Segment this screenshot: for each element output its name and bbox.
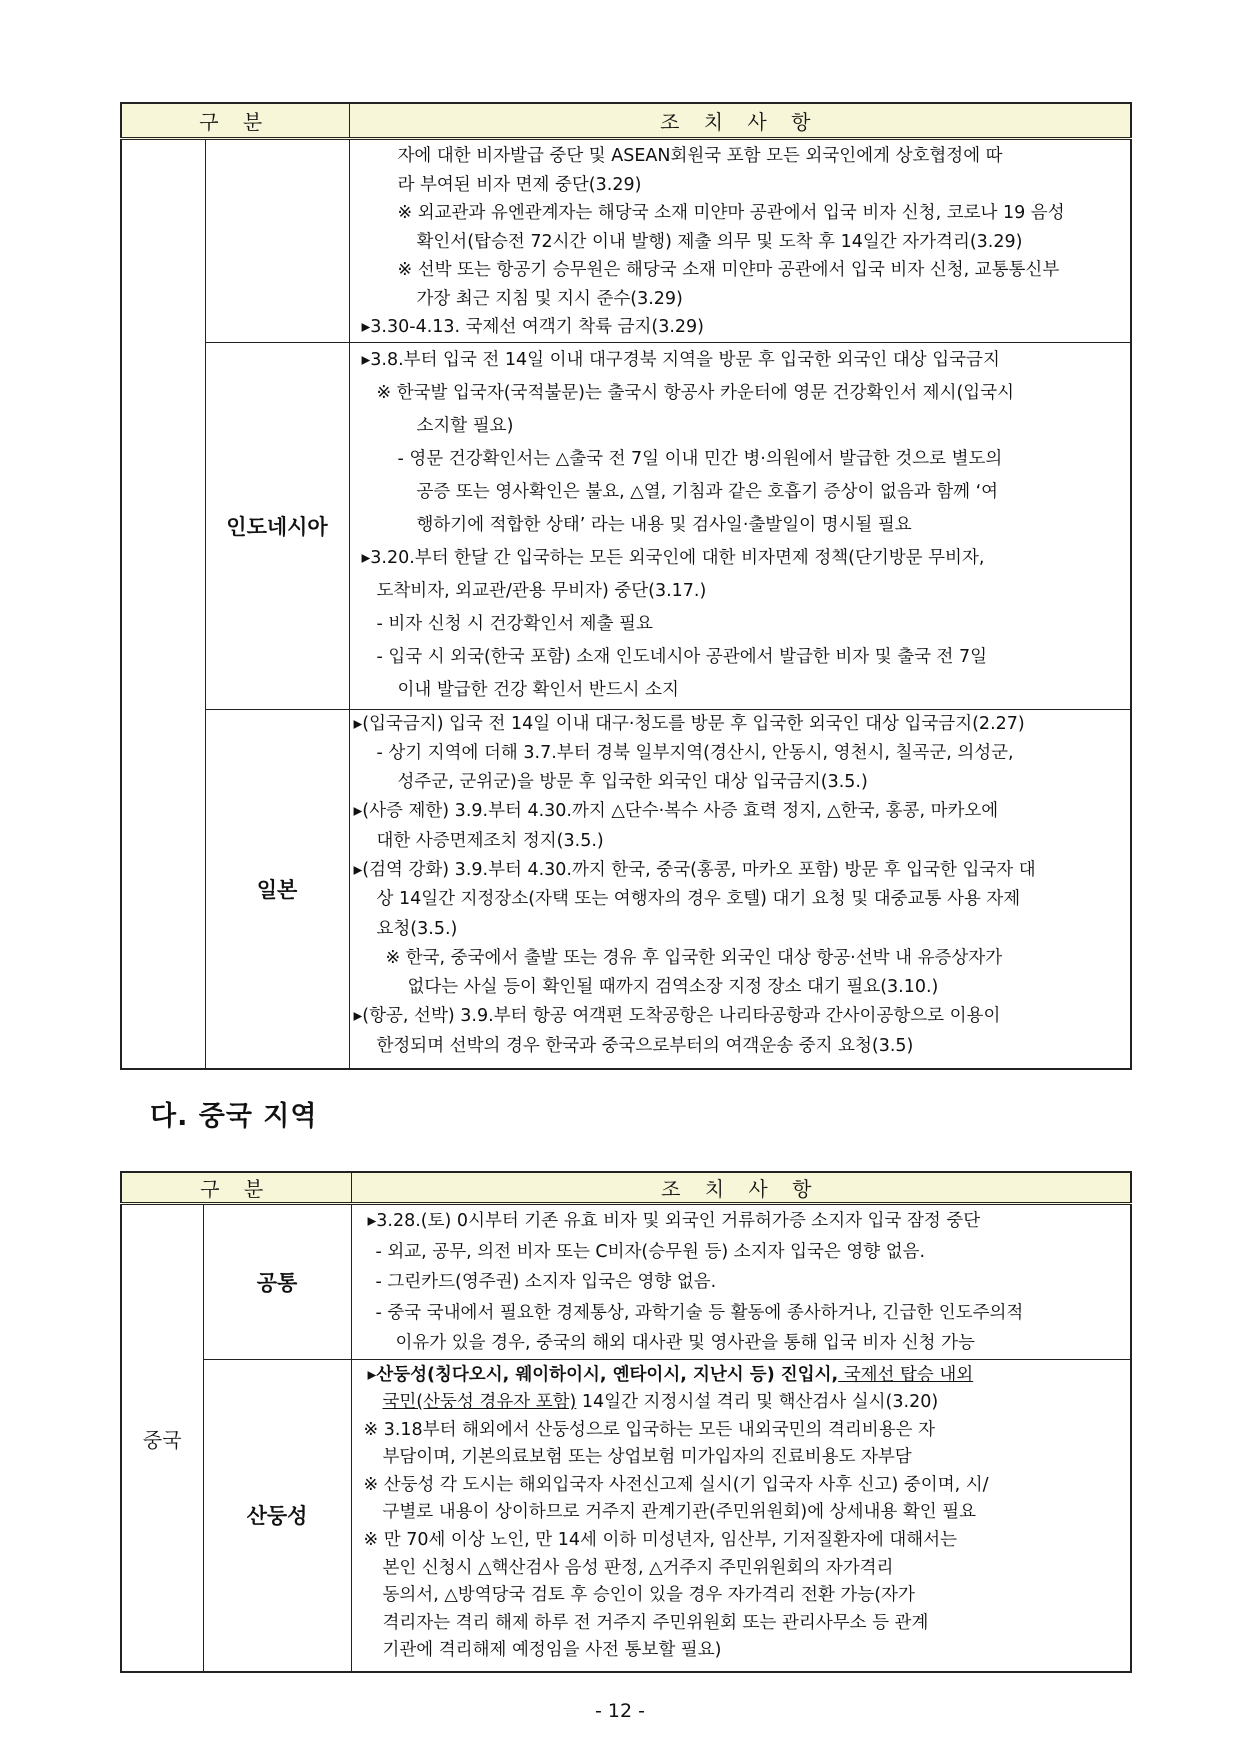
text-line: 부담이며, 기본의료보험 또는 상업보험 미가입자의 진료비용도 자부담 <box>382 1447 912 1468</box>
text-line: 이내 발급한 건강 확인서 반드시 소지 <box>397 679 679 700</box>
region-cell <box>121 139 205 1070</box>
text-line: ※ 한국, 중국에서 출발 또는 경유 후 입국한 외국인 대상 항공·선박 내 유증상자가 <box>385 947 1003 968</box>
text-line: - 중국 국내에서 필요한 경제통상, 과학기술 등 활동에 종사하거나, 긴급한 인도주의적 <box>375 1302 1024 1323</box>
text-line: 대한 사증면제조치 정지(3.5.) <box>376 830 604 851</box>
text-line: - 상기 지역에 더해 3.7.부터 경북 일부지역(경산시, 안동시, 영천시, 칠곡군, 의성군, <box>376 742 1014 763</box>
shandong-headline: ▸산둥성(칭다오시, 웨이하이시, 옌타이시, 지난시 등) 진입시, <box>367 1364 839 1385</box>
subregion-common: 공통 <box>203 1204 351 1360</box>
shandong-subline: 14일간 지정시설 격리 및 핵산검사 실시(3.20) <box>576 1392 939 1413</box>
text-line: 성주군, 군위군)을 방문 후 입국한 외국인 대상 입국금지(3.5.) <box>397 772 868 793</box>
text-line: - 입국 시 외국(한국 포함) 소재 인도네시아 공관에서 발급한 비자 및 출국 전 7일 <box>376 646 988 667</box>
subregion-shandong: 산둥성 <box>203 1359 351 1672</box>
text-line: 이유가 있을 경우, 중국의 해외 대사관 및 영사관을 통해 입국 비자 신청 가능 <box>395 1333 975 1353</box>
table-china-measures <box>120 1171 1132 1673</box>
text-line: 격리자는 격리 해제 하루 전 거주지 주민위원회 또는 관리사무소 등 관계 <box>382 1612 929 1633</box>
text-line: 라 부여된 비자 면제 중단(3.29) <box>397 174 642 195</box>
text-line: 가장 최근 지침 및 지시 준수(3.29) <box>416 288 683 309</box>
shandong-measures <box>351 1359 1131 1672</box>
text-line: 자에 대한 비자발급 중단 및 ASEAN회원국 포함 모든 외국인에게 상호협정에 따 <box>397 146 1003 166</box>
common-measures <box>351 1204 1131 1360</box>
table-country-measures-1 <box>120 102 1132 1070</box>
text-line: ▸3.28.(토) 0시부터 기존 유효 비자 및 외국인 거류허가증 소지자 입국 잠정 중단 <box>367 1211 981 1231</box>
header-category: 구 분 <box>121 103 349 139</box>
header-category: 구 분 <box>121 1172 351 1204</box>
text-line: 구별로 내용이 상이하므로 거주지 관계기관(주민위원회)에 상세내용 확인 필요 <box>382 1502 977 1523</box>
text-line: 요청(3.5.) <box>376 918 458 939</box>
text-line: ▸3.8.부터 입국 전 14일 이내 대구경북 지역을 방문 후 입국한 외국인 대상 입국금지 <box>361 349 1000 370</box>
header-measures: 조 치 사 항 <box>349 103 1131 139</box>
text-line: ※ 한국발 입국자(국적불문)는 출국시 항공사 카운터에 영문 건강확인서 제시(입국시 <box>376 382 1015 403</box>
text-line <box>364 1362 1113 1390</box>
japan-measures <box>349 709 1131 1069</box>
text-line: - 영문 건강확인서는 △출국 전 7일 이내 민간 병·의원에서 발급한 것으로 별도의 <box>397 448 1003 469</box>
text-line: - 그린카드(영주권) 소지자 입국은 영향 없음. <box>375 1272 717 1292</box>
text-line: 본인 신청시 △핵산검사 음성 판정, △거주지 주민위원회의 자가격리 <box>382 1557 894 1578</box>
country-indonesia: 인도네시아 <box>205 342 349 709</box>
indonesia-measures <box>349 342 1131 709</box>
header-measures: 조 치 사 항 <box>351 1172 1131 1204</box>
text-line: 동의서, △방역당국 검토 후 승인이 있을 경우 자가격리 전환 가능(자가 <box>382 1585 915 1606</box>
shandong-headline-underlined: 국제선 탑승 내외 <box>838 1364 974 1385</box>
section-title: 다. 중국 지역 <box>150 1101 318 1132</box>
text-line: ※ 만 70세 이상 노인, 만 14세 이하 미성년자, 임산부, 기저질환자에 대해서는 <box>363 1530 958 1551</box>
text-line: - 외교, 공무, 의전 비자 또는 C비자(승무원 등) 소지자 입국은 영향 없음. <box>375 1241 926 1262</box>
region-china: 중국 <box>121 1204 203 1673</box>
text-line: ※ 선박 또는 항공기 승무원은 해당국 소재 미얀마 공관에서 입국 비자 신청, 교통통신부 <box>397 260 1060 280</box>
page-number: - 12 - <box>595 1700 645 1722</box>
text-line: ▸3.20.부터 한달 간 입국하는 모든 외국인에 대한 비자면제 정책(단기방문 무비자, <box>361 547 985 568</box>
text-line: 확인서(탑승전 72시간 이내 발행) 제출 의무 및 도착 후 14일간 자가격리(3.29) <box>416 231 1023 252</box>
text-line: ▸3.30-4.13. 국제선 여객기 착륙 금지(3.29) <box>361 317 705 337</box>
text-line: ▸(입국금지) 입국 전 14일 이내 대구·청도를 방문 후 입국한 외국인 대상 입국금지(2.27) <box>353 713 1025 734</box>
country-japan: 일본 <box>205 709 349 1069</box>
text-line: ※ 산둥성 각 도시는 해외입국자 사전신고제 실시(기 입국자 사후 신고) 중이며, 시/ <box>363 1474 989 1495</box>
text-line: ▸(사증 제한) 3.9.부터 4.30.까지 △단수·복수 사증 효력 정지, △한국, 홍콩, 마카오에 <box>353 801 999 822</box>
text-line: ※ 3.18부터 해외에서 산둥성으로 입국하는 모든 내외국민의 격리비용은 자 <box>363 1419 935 1440</box>
text-line: 도착비자, 외교관/관용 무비자) 중단(3.17.) <box>376 580 707 601</box>
text-line: 상 14일간 지정장소(자택 또는 여행자의 경우 호텔) 대기 요청 및 대중교통 사용 자제 <box>376 889 1021 910</box>
text-line <box>364 1389 1113 1417</box>
text-line: ▸(검역 강화) 3.9.부터 4.30.까지 한국, 중국(홍콩, 마카오 포함) 방문 후 입국한 입국자 대 <box>353 859 1036 880</box>
text-line: 공증 또는 영사확인은 불요, △열, 기침과 같은 호흡기 증상이 없음과 함께 ‘여 <box>416 481 999 502</box>
text-line: ▸(항공, 선박) 3.9.부터 항공 여객편 도착공항은 나리타공항과 간사이공항으로 이용이 <box>353 1006 1001 1027</box>
text-line: 행하기에 적합한 상태’ 라는 내용 및 검사일·출발일이 명시될 필요 <box>416 514 912 535</box>
text-line: 소지할 필요) <box>416 415 514 436</box>
text-line: 기관에 격리해제 예정임을 사전 통보할 필요) <box>382 1640 722 1661</box>
shandong-subline-underlined: 국민(산둥성 경유자 포함) <box>382 1392 577 1413</box>
text-line: 한정되며 선박의 경우 한국과 중국으로부터의 여객운송 중지 요청(3.5) <box>376 1035 914 1056</box>
text-line: - 비자 신청 시 건강확인서 제출 필요 <box>376 613 653 634</box>
myanmar-measures <box>349 139 1131 343</box>
country-myanmar-cell <box>205 139 349 343</box>
text-line: ※ 외교관과 유엔관계자는 해당국 소재 미얀마 공관에서 입국 비자 신청, 코로나 19 음성 <box>397 203 1065 223</box>
text-line: 없다는 사실 등이 확인될 때까지 검역소장 지정 장소 대기 필요(3.10.) <box>407 977 939 998</box>
